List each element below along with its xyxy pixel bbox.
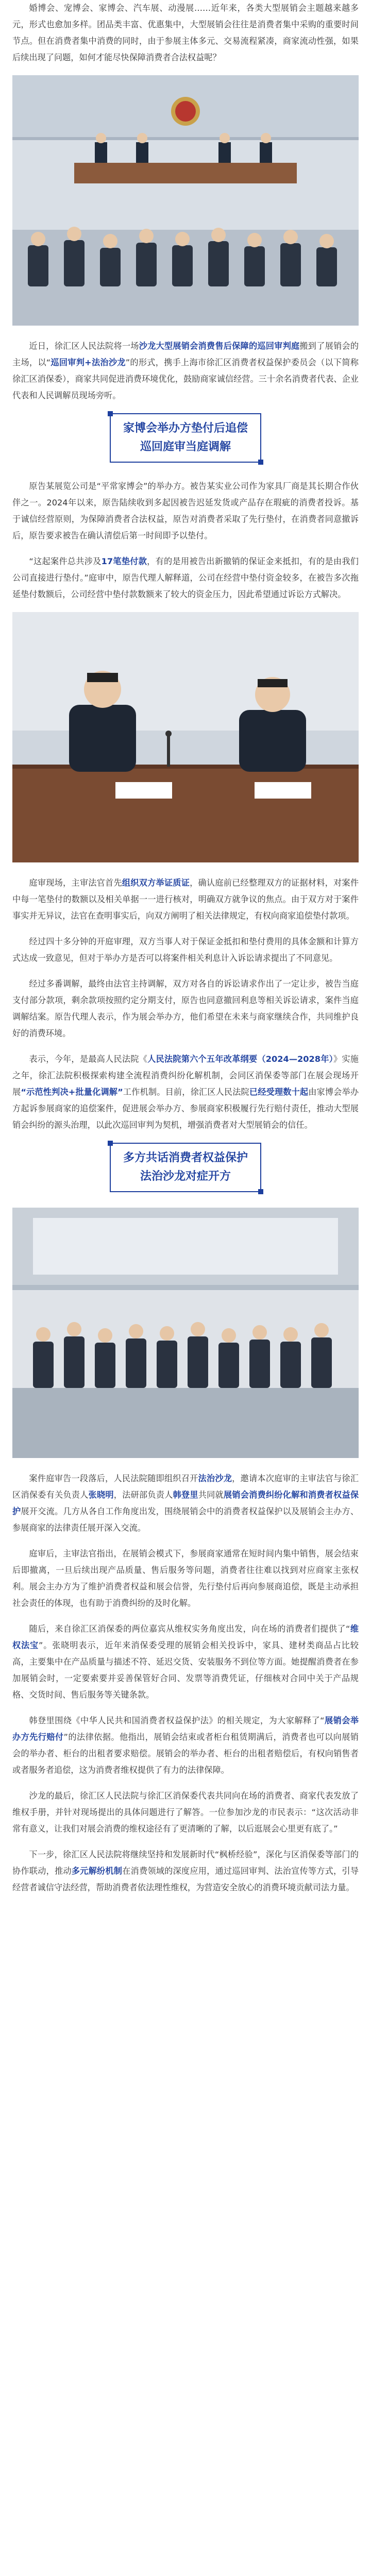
paragraph xyxy=(12,338,359,404)
body-text: ”。张晓明表示，近年来消保委受理的展销会相关投诉中，家具、建材类商品占比较高，主要集中在产品质量与描述不符、延迟交货、安装服务不到位等方面。她提醒消费者在参加展销会时，一定要索要并妥善保管好合同、发票等消费凭证，仔细核对合同中关于产品规格、交货时间、售后服务等关键条款。 xyxy=(12,1640,359,1700)
paragraph xyxy=(12,1051,359,1133)
paragraph xyxy=(12,478,359,544)
heading-2-line-2: 法治沙龙对症开方 xyxy=(140,1170,231,1183)
body-text: 经过四十多分钟的开庭审理，双方当事人对于保证金抵扣和垫付费用的具体金额和计算方式达成一致意见，但对于举办方是否可以将案件相关利息计入诉讼请求提出了不同意见。 xyxy=(12,937,359,963)
body-text: ，邀请本次庭审的主审法官与徐汇区消保委有关负责人 xyxy=(12,1473,359,1500)
body-text: ，有的是用被告出新撤销的保证金来抵扣，有的是由我们公司直接进行垫付。”庭审中，原告代理人解释道，公司在经营中垫付资金较多，在被告多次拖延垫付数额后，公司经营中垫付款数额来了较大的资金压力，因此希望通过诉讼方式解决。 xyxy=(12,556,359,599)
highlight-text: 韩登里 xyxy=(173,1490,198,1500)
paragraph xyxy=(12,875,359,924)
body-text: 共同就 xyxy=(198,1490,224,1500)
section-3 xyxy=(12,875,359,1133)
body-text: 下一步，徐汇区人民法院将继续坚持和发展新时代“枫桥经验”，深化与区消保委等部门的协作联动，推动 xyxy=(12,1850,359,1876)
body-text: ，确认庭前已经整理双方的证据材料，对案件中每一笔垫付的数额以及相关单据一一进行核对，明确双方就争议的焦点。由于双方对于案件事实并无异议，法官在查明事实后，向双方阐明了相关法律规定，有权向商家追偿垫付款项。 xyxy=(12,878,359,921)
paragraph xyxy=(12,1470,359,1536)
paragraph xyxy=(12,1546,359,1612)
body-text: 由家博会举办方起诉参展商家的追偿案件，促进展会举办方、参展商家积极履行先行赔付责任，推动大型展销会纠纷的源头治理，以此次巡回审判为契机，增强消费者对大型展销会的信任。 xyxy=(12,1087,359,1130)
body-text: 案件庭审告一段落后，人民法院随即组织召开 xyxy=(29,1473,198,1483)
highlight-text: 17笔垫付款 xyxy=(101,556,147,566)
highlight-text: 已经受理数十起 xyxy=(249,1087,309,1097)
paragraph xyxy=(12,1621,359,1703)
salon-discussion-photo xyxy=(12,1208,359,1458)
paragraph xyxy=(12,976,359,1042)
body-text: 在消费领域的深度应用，通过巡回审判、法治宣传等方式，引导经营者诚信守法经营，帮助消费者依法理性维权，为营造安全放心的消费环境贡献司法力量。 xyxy=(12,1866,359,1892)
body-text: 工作机制。目前，徐汇区人民法院 xyxy=(123,1087,249,1097)
body-text: ”的法律依据。他指出，展销会结束或者柜台租赁期满后，消费者也可以向展销会的举办者、柜台的出租者要求赔偿。展销会的举办者、柜台的出租者赔偿后，有权向销售者或者服务者追偿，这为消费者维权提供了有力的法律保障。 xyxy=(12,1732,359,1775)
highlight-text: 巡回审判+法治沙龙 xyxy=(50,358,126,367)
section-4 xyxy=(12,1470,359,1896)
intro-section xyxy=(12,0,359,66)
highlight-text: 维权法宝 xyxy=(12,1624,359,1650)
highlight-text: 张晓明 xyxy=(88,1490,114,1500)
paragraph xyxy=(12,1788,359,1837)
body-text: 庭审后，主审法官指出，在展销会模式下，参展商家通常在短时间内集中销售，展会结束后即撤离，一旦后续出现产品质量、售后服务等问题，消费者往往难以找到对应商家主张权利。展会主办方为了维护消费者权益和展会信誉，先行垫付后再向参展商追偿，既是主动承担社会责任的体现，也有助于消费纠纷的及时化解。 xyxy=(12,1549,359,1608)
paragraph xyxy=(12,553,359,603)
highlight-text: 展销会消费纠纷化解和消费者权益保护 xyxy=(12,1490,359,1516)
courtroom-hearing-photo xyxy=(12,75,359,326)
body-text: 韩登里围绕《中华人民共和国消费者权益保护法》的相关规定，为大家解释了“ xyxy=(29,1716,325,1725)
body-text: 搬到了展销会的主场，以“ xyxy=(12,341,359,367)
heading-1-line-2: 巡回庭审当庭调解 xyxy=(140,440,231,453)
judges-bench-photo xyxy=(12,612,359,862)
heading-2-line-1: 多方共话消费者权益保护 xyxy=(123,1151,248,1164)
body-text: 庭审现场，主审法官首先 xyxy=(29,878,122,888)
body-text: 原告某展览公司是“平常家博会”的举办方。被告某实业公司作为家具厂商是其长期合作伙伴之一。2024年以来，原告陆续收到多起因被告迟延发货或产品存在瑕疵的消费者投诉。基于诚信经营原则，为保障消费者合法权益，原告对消费者采取了先行垫付，在消费者同意撤诉后，原告要求被告在确认清偿后第一时间即予以垫付。 xyxy=(12,481,359,540)
body-text: ”的形式，携手上海市徐汇区消费者权益保护委员会（以下简称徐汇区消保委），商家共同促进消费环境优化，鼓励商家诚信经营。三十余名消费者代表、企业代表和人民调解员现场旁听。 xyxy=(12,358,359,400)
highlight-text: 组织双方举证质证 xyxy=(122,878,190,888)
highlight-text: 多元解纷机制 xyxy=(71,1866,123,1876)
section-1 xyxy=(12,338,359,404)
body-text: 展开交流。几方从各自工作角度出发，围绕展销会中的消费者权益保护以及展销会主办方、参展商家的法律责任展开深入交流。 xyxy=(12,1506,359,1533)
highlight-text: 展销会举办方先行赔付 xyxy=(12,1716,359,1742)
highlight-text: 法治沙龙 xyxy=(198,1473,232,1483)
paragraph xyxy=(12,0,359,66)
section-2 xyxy=(12,478,359,603)
highlight-text: 沙龙大型展销会消费售后保障的巡回审判庭 xyxy=(139,341,300,351)
body-text: 近日，徐汇区人民法院将一场 xyxy=(29,341,139,351)
bottom-spacer xyxy=(12,1905,359,1926)
body-text: “这起案件总共涉及 xyxy=(29,556,102,566)
highlight-text: “示范性判决+批量化调解” xyxy=(21,1087,123,1097)
section-heading-2 xyxy=(12,1143,359,1192)
body-text: 沙龙的最后，徐汇区人民法院与徐汇区消保委代表共同向在场的消费者、商家代表发放了维权手册，并针对现场提出的具体问题进行了解答。一位参加沙龙的市民表示：“这次活动非常有意义，让我们对展会消费的维权途径有了更清晰的了解，以后逛展会心里更有底了。” xyxy=(12,1791,359,1834)
body-text: 》实施之年，徐汇法院积极探索构建全流程消费纠纷化解机制，会同区消保委等部门在展会现场开展 xyxy=(12,1054,359,1097)
body-text: ，法研部负责人 xyxy=(113,1490,173,1500)
highlight-text: 人民法院第六个五年改革纲要（2024—2028年） xyxy=(147,1054,333,1064)
heading-1-line-1: 家博会举办方垫付后追偿 xyxy=(123,422,248,435)
paragraph xyxy=(12,1846,359,1896)
body-text: 婚博会、宠博会、家博会、汽车展、动漫展……近年来，各类大型展销会主题越来越多元，形式也愈加多样。团品类丰富、优惠集中，大型展销会往往是消费者集中采购的重要时间节点。但在消费者集中消费的同时，由于参展主体多元、交易流程紧凑，商家流动性强，如果后续出现了问题，如何才能尽快保障消费者合法权益呢？ xyxy=(12,3,359,62)
paragraph xyxy=(12,1713,359,1778)
body-text: 经过多番调解，最终由法官主持调解，双方对各自的诉讼请求作出了一定让步，被告当庭支付部分款项，剩余款项按照约定分期支付，原告也同意撤回利息等相关诉讼请求，案件当庭调解结案。原告代理人表示，作为展会举办方，他们希望在未来与商家继续合作，共同维护良好的消费环境。 xyxy=(12,979,359,1038)
section-heading-1 xyxy=(12,413,359,463)
body-text: 随后，来自徐汇区消保委的两位嘉宾从维权实务角度出发，向在场的消费者们提供了“ xyxy=(29,1624,350,1634)
body-text: 表示，今年，是最高人民法院《 xyxy=(29,1054,148,1064)
paragraph xyxy=(12,934,359,967)
